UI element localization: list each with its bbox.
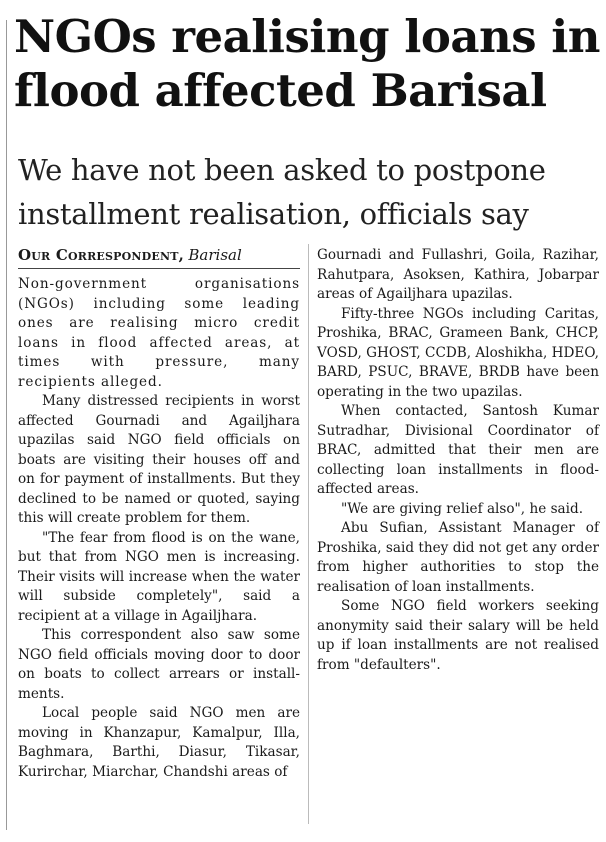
paragraph: This correspondent also saw some NGO field officials moving door to door on boats to collect arrears or install-ments.: [18, 627, 300, 702]
byline-name: Our Correspondent,: [18, 246, 185, 264]
left-column: [18, 246, 300, 782]
paragraph: Many distressed recipients in worst affected Gournadi and Agailjhara upazilas said NGO field officials on boats are visiting their houses off and on for payment of installments. But they declined to be named or quoted, saying this will create problem for them.: [18, 393, 300, 526]
paragraph-continuation: Gournadi and Fullashri, Goila, Razihar, Rahutpara, Asoksen, Kathira, Jobarpar areas of Agailjhara upazilas.: [317, 247, 599, 302]
column-divider: [308, 244, 309, 824]
paragraph: Fifty-three NGOs including Caritas, Proshika, BRAC, Grameen Bank, CHCP, VOSD, GHOST, CCDB, Aloshikha, HDEO, BARD, PSUC, BRAVE, BRDB have been operating in the two upazilas.: [317, 305, 599, 400]
paragraph: Some NGO field workers seeking anonymity said their salary will be held up if loan installments are not realised from "defaulters".: [317, 598, 599, 673]
paragraph: "We are giving relief also", he said.: [341, 500, 584, 517]
headline: NGOs realising loans in flood affected Barisal: [14, 10, 601, 117]
paragraph: "The fear from flood is on the wane, but that from NGO men is increasing. Their visits will increase when the water will subside completely", said a recipient at a village in Agailjhara.: [18, 529, 300, 624]
left-margin-rule: [6, 20, 7, 830]
right-column: [317, 246, 599, 675]
byline-location: Barisal: [188, 246, 242, 264]
paragraph-intro: Non-government organisations (NGOs) including some leading ones are realising micro credit loans in flood affected areas, at times with pressure, many recipients alleged.: [18, 276, 300, 390]
byline: [18, 246, 300, 269]
paragraph: When contacted, Santosh Kumar Sutradhar, Divisional Coordinator of BRAC, admitted that their men are collecting loan installments in flood-affected areas.: [317, 403, 599, 497]
paragraph: Abu Sufian, Assistant Manager of Proshika, said they did not get any order from higher authorities to stop the realisation of loan installments.: [317, 520, 599, 595]
subheadline: We have not been asked to postpone installment realisation, officials say: [18, 153, 546, 231]
paragraph: Local people said NGO men are moving in Khanzapur, Kamalpur, Illa, Baghmara, Barthi, Diasur, Tikasar, Kurirchar, Miarchar, Chandshi areas of: [18, 705, 300, 780]
